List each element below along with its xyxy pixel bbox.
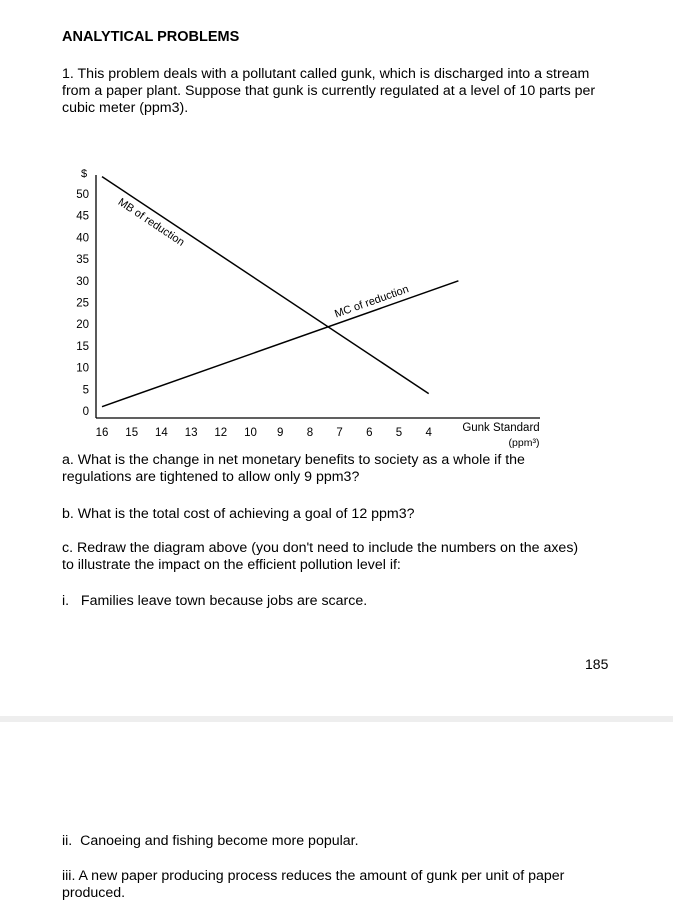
x-tick-label: 6: [366, 427, 373, 439]
mb-curve-label: MB of reduction: [115, 196, 187, 249]
y-tick-label: 35: [76, 254, 89, 267]
x-tick-label: 7: [336, 427, 343, 439]
x-tick-label: 12: [214, 427, 228, 439]
problem-intro: 1. This problem deals with a pollutant called gunk, which is discharged into a stream from a paper plant. Suppose that gunk is currently regulated at a level of 10 parts per cubic meter (ppm3).: [62, 66, 596, 116]
x-tick-label: 8: [306, 427, 314, 439]
question-b: b. What is the total cost of achieving a goal of 12 ppm3?: [62, 506, 415, 522]
x-tick-label: 4: [425, 427, 432, 439]
x-tick-label: 5: [395, 427, 403, 439]
x-axis-label: Gunk Standard: [462, 422, 540, 434]
y-unit-label: $: [80, 168, 88, 180]
x-tick-label: 10: [244, 427, 257, 439]
section-heading: ANALYTICAL PROBLEMS: [62, 29, 240, 45]
mb-curve: [102, 177, 429, 394]
question-a: a. What is the change in net monetary benefits to society as a whole if the regulations are tightened to allow only 9 ppm3?: [62, 452, 525, 485]
question-c: c. Redraw the diagram above (you don't need to include the numbers on the axes) to illustrate the impact on the efficient pollution level if:: [62, 540, 579, 573]
mc-curve: [102, 281, 458, 407]
question-c-ii: ii. Canoeing and fishing become more popular.: [62, 833, 359, 849]
question-c-i: i. Families leave town because jobs are scarce.: [62, 593, 368, 609]
x-tick-label: 15: [125, 427, 139, 439]
x-tick-label: 14: [155, 427, 168, 439]
page-186: [0, 722, 673, 915]
y-tick-label: 20: [76, 319, 89, 332]
mc-curve-label: MC of reduction: [333, 283, 411, 321]
page-number: 185: [585, 656, 609, 672]
x-tick-label: 13: [184, 427, 198, 439]
y-tick-label: 25: [76, 297, 89, 310]
y-tick-label: 0: [82, 406, 89, 418]
x-tick-label: 9: [276, 427, 284, 439]
y-tick-label: 30: [76, 275, 89, 288]
x-axis-unit: (ppm³): [508, 437, 540, 449]
y-tick-label: 15: [76, 340, 89, 353]
question-c-iii: iii. A new paper producing process reduces the amount of gunk per unit of paper produced.: [62, 868, 565, 901]
x-tick-label: 16: [95, 427, 109, 439]
y-tick-label: 5: [82, 384, 89, 397]
y-tick-label: 10: [76, 362, 89, 375]
y-tick-label: 45: [76, 210, 89, 223]
y-tick-label: 50: [76, 189, 89, 201]
y-tick-label: 40: [76, 232, 89, 245]
